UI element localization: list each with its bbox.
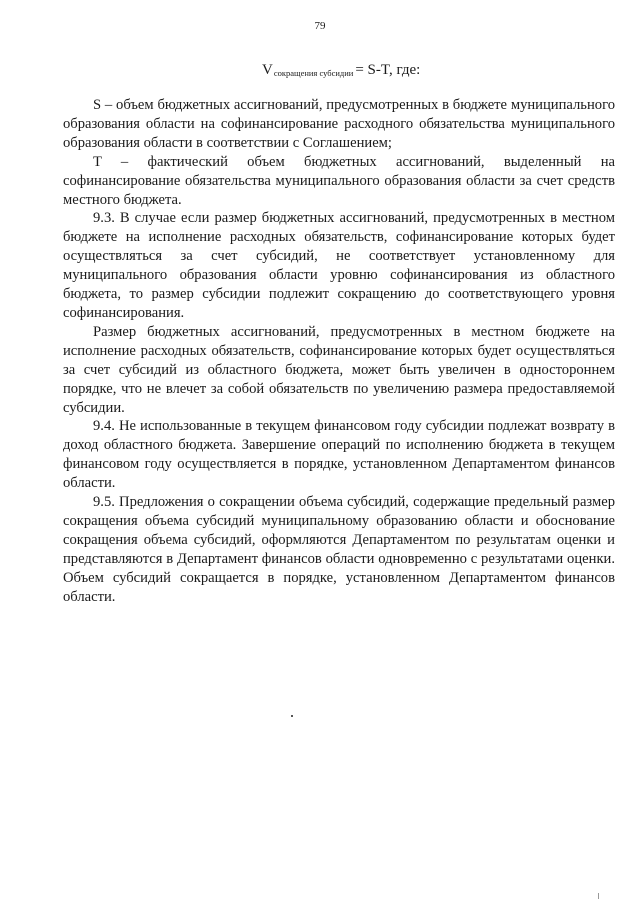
paragraph-budget-increase: Размер бюджетных ассигнований, предусмотренных в местном бюджете на исполнение расходных обязательств, софинансирование которых будет осуществляться за счет субсидий из областного бюджета, может быть увеличен в одностороннем порядке, что не влечет за собой обязательств по увеличению размера предоставляемой субсидии. [63,323,615,416]
paragraph-9-4: 9.4. Не использованные в текущем финансовом году субсидии подлежат возврату в доход областного бюджета. Завершение операций по исполнению бюджета в текущем финансовом году осуществляется в порядке, установленном Департаментом финансов области. [63,418,615,492]
formula-rest: = S-T, где: [355,62,421,78]
paragraph-s-definition: S – объем бюджетных ассигнований, предусмотренных в бюджете муниципального образования области на софинансирование расходного обязательства муниципального образования области в соответствии с Соглашением; [63,97,615,151]
scan-speck [291,715,293,717]
scan-speck [598,893,599,899]
document-body [63,96,615,606]
formula-subscript: сокращения субсидии [273,68,354,78]
paragraph-t-definition: T – фактический объем бюджетных ассигнований, выделенный на софинансирование обязательства муниципального образования области за счет средств местного бюджета. [63,153,615,208]
page-number: 79 [314,20,326,32]
paragraph-9-5: 9.5. Предложения о сокращении объема субсидий, содержащие предельный размер сокращения объема субсидий муниципальному образованию области и обоснование сокращения объема субсидий, оформляются Департаментом по результатам оценки и представляются в Департамент финансов области одновременно с результатами оценки. Объем субсидий сокращается в порядке, установленном Департаментом финансов области. [63,494,615,605]
formula-variable: V [262,62,273,78]
formula [262,62,420,79]
paragraph-9-3: 9.3. В случае если размер бюджетных ассигнований, предусмотренных в местном бюджете на исполнение расходных обязательств, софинансирование которых будет осуществляться за счет субсидий, не соответствует установленному для муниципального образования области уровню софинансирования из областного бюджета, то размер субсидии подлежит сокращению до соответствующего уровня софинансирования. [63,210,615,321]
